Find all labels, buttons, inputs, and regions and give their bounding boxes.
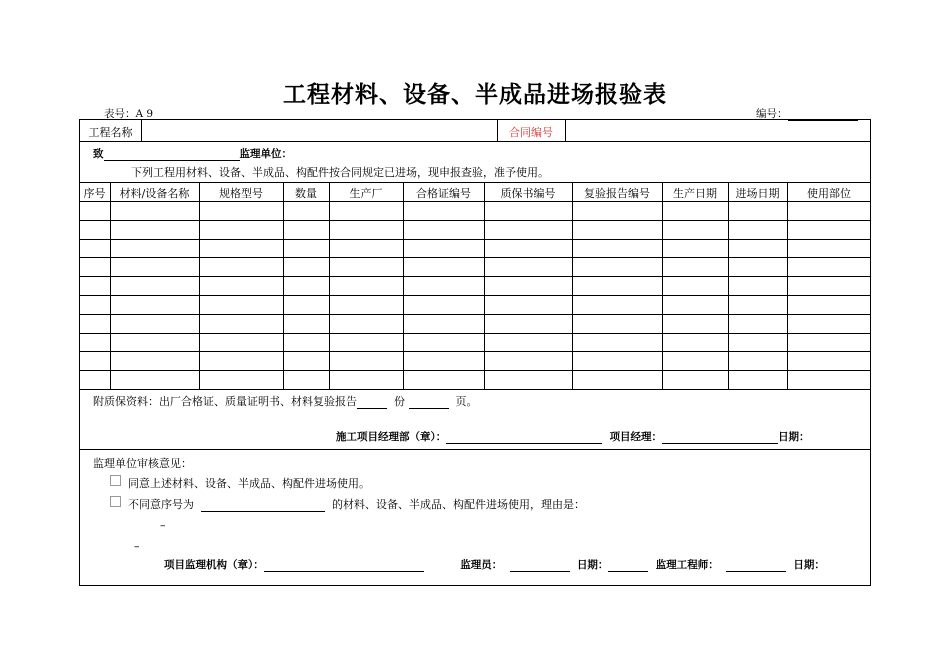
contractor-dept-label: 施工项目经理部（章）：: [336, 431, 447, 443]
engineer-field[interactable]: [726, 560, 786, 572]
table-cell[interactable]: [200, 315, 282, 332]
supervisor-date-label: 日期：: [576, 559, 609, 571]
reason-dash-1: –: [160, 519, 166, 532]
table-cell[interactable]: [485, 334, 571, 351]
table-cell[interactable]: [111, 371, 198, 388]
table-cell[interactable]: [111, 352, 198, 369]
supervisor-label: 监理员：: [460, 559, 503, 571]
table-cell[interactable]: [788, 202, 870, 219]
table-cell[interactable]: [200, 240, 282, 257]
copies-field[interactable]: [357, 397, 387, 409]
table-cell[interactable]: [573, 315, 661, 332]
agree-checkbox[interactable]: [110, 475, 121, 486]
table-column-header: 复验报告编号: [584, 187, 650, 200]
table-cell[interactable]: [729, 240, 786, 257]
table-cell[interactable]: [284, 258, 328, 275]
table-cell[interactable]: [80, 258, 109, 275]
engineer-date-label: 日期：: [793, 559, 825, 571]
table-column-header: 材料/设备名称: [119, 187, 190, 200]
table-cell[interactable]: [663, 221, 727, 238]
table-cell[interactable]: [111, 277, 198, 294]
supervisor-date-field[interactable]: [608, 560, 648, 572]
table-cell[interactable]: [663, 371, 727, 388]
divider: [79, 449, 871, 450]
engineer-label: 监理工程师：: [655, 559, 719, 571]
table-cell[interactable]: [111, 202, 198, 219]
table-cell[interactable]: [200, 352, 282, 369]
table-column-header: 生产日期: [673, 187, 717, 200]
table-cell[interactable]: [80, 202, 109, 219]
table-cell[interactable]: [330, 202, 402, 219]
table-cell[interactable]: [284, 352, 328, 369]
supervision-org-field[interactable]: [264, 560, 424, 572]
table-cell[interactable]: [200, 334, 282, 351]
reason-dash-2: –: [134, 540, 140, 553]
table-cell[interactable]: [485, 296, 571, 313]
divider: [141, 119, 142, 141]
table-cell[interactable]: [111, 315, 198, 332]
rejected-items-field[interactable]: [201, 500, 325, 512]
supervisor-field[interactable]: [510, 560, 570, 572]
table-cell[interactable]: [573, 334, 661, 351]
table-cell[interactable]: [330, 371, 402, 388]
supervision-org-label: 项目监理机构（章）：: [164, 559, 264, 571]
table-cell[interactable]: [729, 315, 786, 332]
project-name-label: 工程名称: [88, 126, 133, 139]
table-cell[interactable]: [404, 352, 483, 369]
table-cell[interactable]: [663, 258, 727, 275]
table-column-header: 质保书编号: [500, 187, 556, 200]
supervisor-unit-label: 监理单位：: [239, 148, 292, 160]
table-cell[interactable]: [485, 240, 571, 257]
table-column-header: 使用部位: [807, 187, 851, 200]
table-column-header: 数量: [295, 187, 317, 200]
table-cell[interactable]: [284, 315, 328, 332]
table-cell[interactable]: [284, 371, 328, 388]
table-cell[interactable]: [200, 277, 282, 294]
table-column-header: 合格证编号: [416, 187, 471, 200]
table-cell[interactable]: [729, 277, 786, 294]
to-label: 致: [93, 148, 104, 160]
table-cell[interactable]: [729, 352, 786, 369]
table-cell[interactable]: [284, 296, 328, 313]
table-cell[interactable]: [573, 202, 661, 219]
addressee-field[interactable]: [104, 149, 240, 161]
disagree-option-line: [128, 496, 585, 512]
table-cell[interactable]: [663, 240, 727, 257]
table-cell[interactable]: [573, 296, 661, 313]
table-cell[interactable]: [788, 240, 870, 257]
serial-label-text: 编号：: [756, 108, 788, 120]
table-cell[interactable]: [284, 277, 328, 294]
table-cell[interactable]: [80, 352, 109, 369]
table-cell[interactable]: [663, 296, 727, 313]
table-cell[interactable]: [729, 334, 786, 351]
table-top-border: [79, 182, 871, 183]
declaration-text: 下列工程用材料、设备、半成品、构配件按合同规定已进场，现申报查验，准予使用。: [131, 166, 549, 179]
table-cell[interactable]: [404, 240, 483, 257]
addressee-line: [93, 146, 292, 161]
contractor-signature-line: [336, 429, 810, 444]
pages-field[interactable]: [409, 397, 449, 409]
table-cell[interactable]: [80, 371, 109, 388]
table-cell[interactable]: [80, 334, 109, 351]
review-heading: 监理单位审核意见：: [93, 457, 192, 470]
project-manager-label: 项目经理：: [609, 431, 663, 443]
table-cell[interactable]: [80, 315, 109, 332]
table-cell[interactable]: [663, 352, 727, 369]
disagree-checkbox[interactable]: [110, 496, 121, 507]
table-cell[interactable]: [200, 202, 282, 219]
table-cell[interactable]: [200, 258, 282, 275]
project-name-field[interactable]: [143, 121, 495, 139]
contractor-dept-field[interactable]: [446, 432, 602, 444]
attachments-line: [93, 393, 478, 409]
table-cell[interactable]: [404, 221, 483, 238]
table-cell[interactable]: [284, 221, 328, 238]
table-cell[interactable]: [729, 221, 786, 238]
table-cell[interactable]: [485, 202, 571, 219]
table-cell[interactable]: [788, 334, 870, 351]
supervisor-signature-line: [164, 557, 825, 572]
disagree-suffix: 的材料、设备、半成品、构配件进场使用，理由是：: [332, 498, 585, 511]
table-cell[interactable]: [330, 240, 402, 257]
table-cell[interactable]: [663, 202, 727, 219]
table-row-divider: [79, 389, 871, 390]
table-cell[interactable]: [788, 296, 870, 313]
table-cell[interactable]: [663, 315, 727, 332]
table-cell[interactable]: [111, 221, 198, 238]
table-cell[interactable]: [330, 277, 402, 294]
table-cell[interactable]: [788, 258, 870, 275]
project-manager-field[interactable]: [662, 432, 778, 444]
copies-unit: 份: [394, 395, 405, 408]
table-cell[interactable]: [729, 296, 786, 313]
table-cell[interactable]: [330, 221, 402, 238]
table-cell[interactable]: [573, 352, 661, 369]
table-cell[interactable]: [284, 240, 328, 257]
table-cell[interactable]: [200, 221, 282, 238]
table-cell[interactable]: [404, 277, 483, 294]
contractor-date-label: 日期：: [778, 431, 810, 443]
table-cell[interactable]: [485, 371, 571, 388]
table-cell[interactable]: [200, 371, 282, 388]
disagree-prefix: 不同意序号为: [128, 498, 194, 511]
table-cell[interactable]: [284, 334, 328, 351]
table-cell[interactable]: [485, 315, 571, 332]
table-cell[interactable]: [200, 296, 282, 313]
table-cell[interactable]: [573, 258, 661, 275]
table-cell[interactable]: [663, 334, 727, 351]
table-cell[interactable]: [573, 371, 661, 388]
table-cell[interactable]: [404, 371, 483, 388]
table-cell[interactable]: [788, 315, 870, 332]
page-title: 工程材料、设备、半成品进场报验表: [283, 82, 667, 108]
table-cell[interactable]: [111, 296, 198, 313]
table-cell[interactable]: [485, 277, 571, 294]
table-cell[interactable]: [404, 334, 483, 351]
table-cell[interactable]: [573, 240, 661, 257]
divider: [565, 119, 566, 141]
table-cell[interactable]: [404, 296, 483, 313]
table-cell[interactable]: [729, 258, 786, 275]
table-cell[interactable]: [573, 221, 661, 238]
table-cell[interactable]: [404, 258, 483, 275]
table-cell[interactable]: [111, 334, 198, 351]
table-cell[interactable]: [485, 221, 571, 238]
table-cell[interactable]: [485, 258, 571, 275]
table-cell[interactable]: [111, 240, 198, 257]
table-cell[interactable]: [330, 296, 402, 313]
table-cell[interactable]: [788, 277, 870, 294]
agree-option-text: 同意上述材料、设备、半成品、构配件进场使用。: [128, 477, 370, 490]
table-cell[interactable]: [404, 202, 483, 219]
table-cell[interactable]: [80, 277, 109, 294]
attachments-text: 附质保资料：出厂合格证、质量证明书、材料复验报告: [93, 395, 357, 408]
table-cell[interactable]: [330, 352, 402, 369]
table-cell[interactable]: [573, 277, 661, 294]
contract-number-label: 合同编号: [509, 126, 553, 139]
table-cell[interactable]: [788, 221, 870, 238]
form-number: 表号：A 9: [104, 108, 154, 120]
table-column-header: 序号: [83, 187, 106, 200]
table-cell[interactable]: [788, 352, 870, 369]
table-column-header: 进场日期: [735, 187, 780, 200]
table-cell[interactable]: [404, 315, 483, 332]
divider: [79, 141, 871, 142]
table-cell[interactable]: [330, 258, 402, 275]
table-cell[interactable]: [80, 221, 109, 238]
table-cell[interactable]: [80, 240, 109, 257]
table-column-header: 规格型号: [219, 187, 263, 200]
table-cell[interactable]: [663, 277, 727, 294]
table-cell[interactable]: [330, 334, 402, 351]
table-cell[interactable]: [111, 258, 198, 275]
table-cell[interactable]: [330, 315, 402, 332]
contract-number-field[interactable]: [567, 121, 867, 139]
table-cell[interactable]: [80, 296, 109, 313]
table-cell[interactable]: [788, 371, 870, 388]
table-column-header: 生产厂: [349, 187, 383, 200]
table-cell[interactable]: [729, 371, 786, 388]
table-cell[interactable]: [485, 352, 571, 369]
table-cell[interactable]: [284, 202, 328, 219]
pages-unit: 页。: [455, 395, 478, 408]
table-cell[interactable]: [729, 202, 786, 219]
